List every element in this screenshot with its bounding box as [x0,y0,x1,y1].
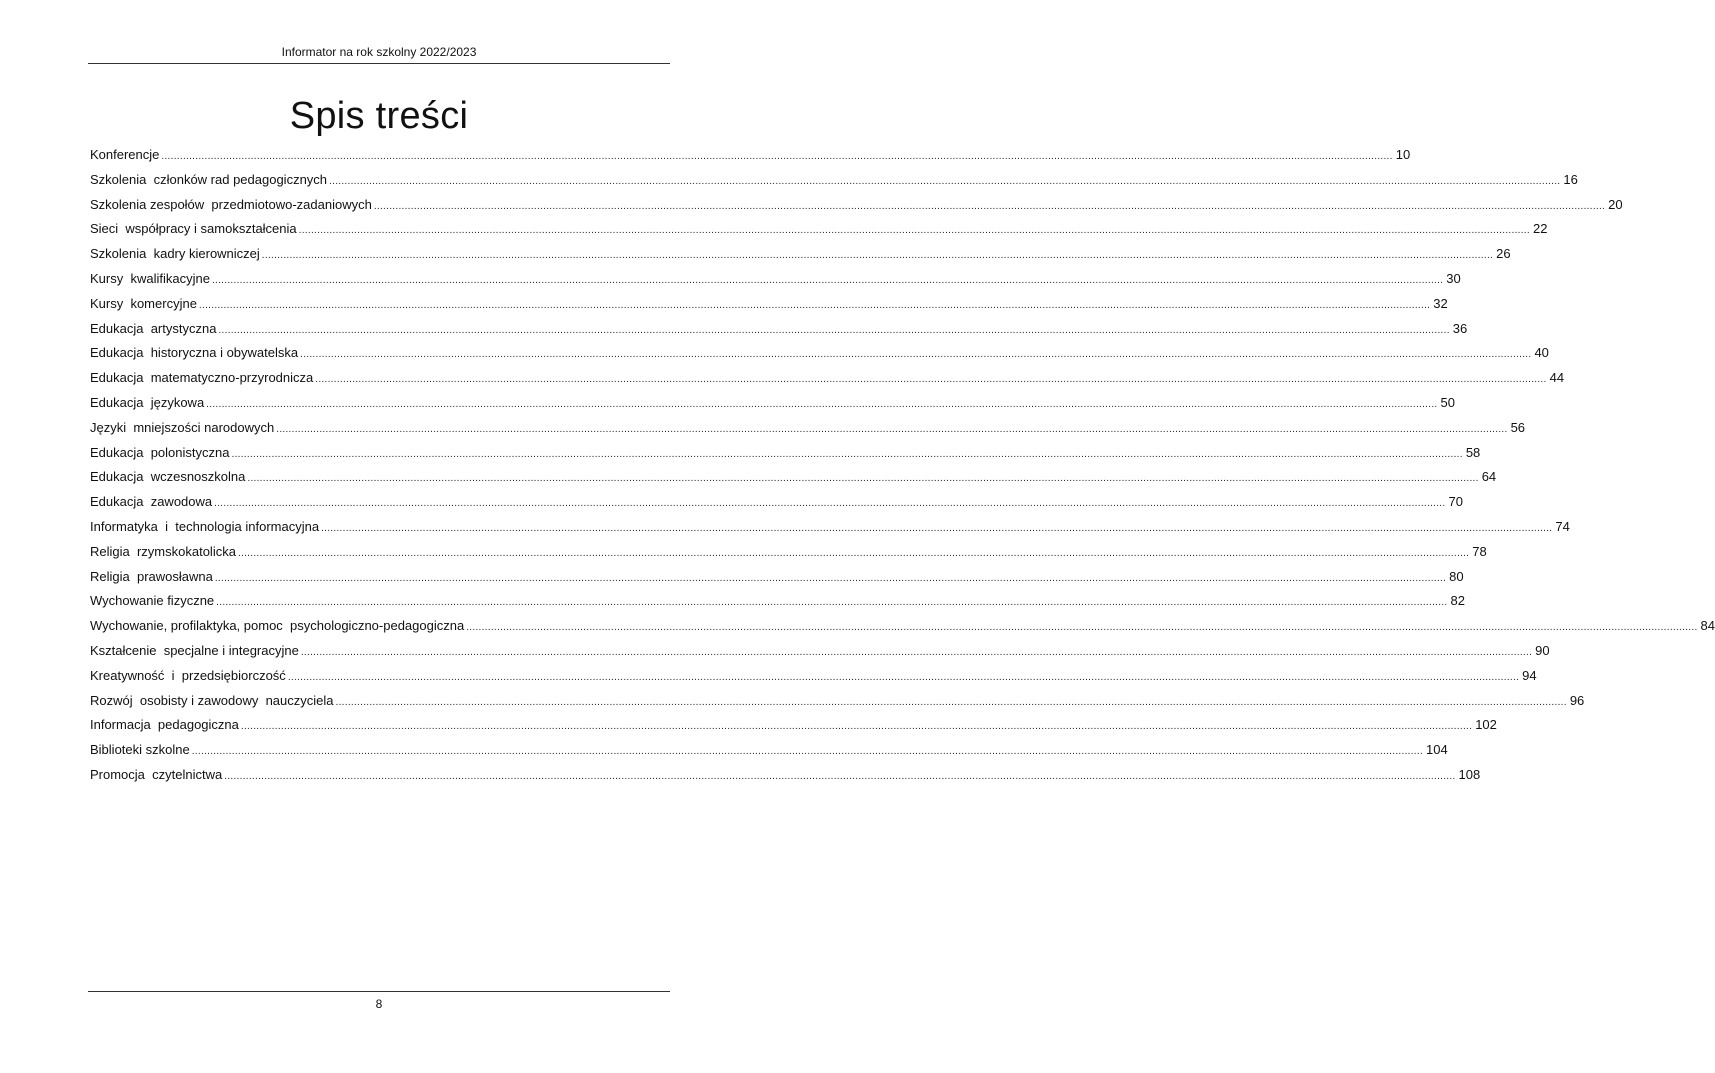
toc-entry-page: 10 [1395,147,1411,162]
toc-entry-title: Edukacja wczesnoszkolna [90,469,246,485]
toc-dot-leader: ................................................................................................................................................................................................................................................................................................................................................................................................................ [287,671,1520,683]
toc-dot-leader: ................................................................................................................................................................................................................................................................................................................................................................................................................ [335,696,1567,708]
toc-entry-title: Języki mniejszości narodowych [90,419,275,435]
toc-entry-title: Biblioteki szkolne [90,742,190,758]
toc-entry-title: Szkolenia zespołów przedmiotowo-zadaniowych [90,196,372,212]
toc-entry-page: 32 [1433,295,1448,311]
toc-dot-leader: ................................................................................................................................................................................................................................................................................................................................................................................................................ [300,646,1533,658]
toc-entry-page: 82 [1450,593,1465,609]
toc-entry-page: 20 [1608,196,1623,212]
toc-entry[interactable] [90,441,1481,466]
table-of-contents [90,143,1715,788]
toc-entry[interactable] [90,341,1549,366]
toc-entry-page: 78 [1472,543,1487,559]
toc-dot-leader: ................................................................................................................................................................................................................................................................................................................................................................................................................ [373,200,1606,212]
toc-entry-title: Edukacja zawodowa [90,494,213,510]
toc-entry-title: Edukacja językowa [90,394,205,410]
running-header [88,44,670,64]
toc-entry[interactable] [90,391,1455,416]
toc-entry-page: 44 [1549,370,1565,386]
toc-entry-page: 30 [1446,270,1461,286]
toc-entry[interactable] [90,540,1487,565]
toc-entry-title: Szkolenia członków rad pedagogicznych [90,171,328,187]
toc-entry-page: 40 [1534,345,1549,361]
toc-entry[interactable] [90,193,1623,218]
toc-entry[interactable] [90,490,1463,515]
toc-dot-leader: ................................................................................................................................................................................................................................................................................................................................................................................................................ [261,250,1494,262]
toc-entry-title: Edukacja historyczna i obywatelska [90,345,299,361]
page-title: Spis treści [289,95,469,137]
toc-dot-leader: ................................................................................................................................................................................................................................................................................................................................................................................................................ [298,225,1530,237]
toc-entry-title: Sieci współpracy i samokształcenia [90,221,297,237]
toc-entry-page: 104 [1426,742,1448,758]
toc-entry-page: 80 [1449,568,1464,584]
toc-entry-page: 84 [1700,618,1715,634]
toc-entry[interactable] [90,217,1548,242]
toc-entry[interactable] [90,515,1570,540]
toc-entry-page: 90 [1535,642,1550,658]
toc-entry[interactable] [90,242,1511,267]
toc-entry-title: Kursy kwalifikacyjne [90,270,210,286]
toc-entry[interactable] [90,416,1526,441]
toc-dot-leader: ................................................................................................................................................................................................................................................................................................................................................................................................................ [161,151,1393,162]
toc-entry-page: 70 [1448,494,1463,510]
toc-entry-page: 56 [1510,419,1526,435]
toc-entry-page: 64 [1481,469,1497,485]
toc-entry-page: 94 [1522,667,1537,683]
toc-dot-leader: ................................................................................................................................................................................................................................................................................................................................................................................................................ [218,324,1450,336]
toc-entry-title: Wychowanie fizyczne [90,593,215,609]
toc-entry-title: Religia rzymskokatolicka [90,543,236,559]
toc-entry[interactable] [90,267,1461,292]
toc-dot-leader: ................................................................................................................................................................................................................................................................................................................................................................................................................ [240,721,1473,733]
toc-entry-title: Edukacja polonistyczna [90,444,230,460]
toc-dot-leader: ................................................................................................................................................................................................................................................................................................................................................................................................................ [214,498,1446,510]
toc-entry[interactable] [90,664,1537,689]
toc-dot-leader: ................................................................................................................................................................................................................................................................................................................................................................................................................ [315,374,1547,386]
toc-dot-leader: ................................................................................................................................................................................................................................................................................................................................................................................................................ [191,746,1424,758]
toc-dot-leader: ................................................................................................................................................................................................................................................................................................................................................................................................................ [198,299,1431,311]
toc-entry-page: 26 [1496,246,1511,262]
toc-dot-leader: ................................................................................................................................................................................................................................................................................................................................................................................................................ [231,448,1463,460]
toc-entry-title: Wychowanie, profilaktyka, pomoc psychologiczno-pedagogiczna [90,618,465,634]
toc-entry[interactable] [90,689,1585,714]
toc-dot-leader: ................................................................................................................................................................................................................................................................................................................................................................................................................ [211,274,1444,286]
running-header-text: Informator na rok szkolny 2022/2023 [281,45,477,59]
toc-entry[interactable] [90,565,1464,590]
toc-entry-title: Religia prawosławna [90,568,213,584]
toc-dot-leader: ................................................................................................................................................................................................................................................................................................................................................................................................................ [216,597,1448,609]
toc-entry-title: Konferencje [90,147,160,162]
toc-entry-page: 36 [1452,320,1468,336]
toc-dot-leader: ................................................................................................................................................................................................................................................................................................................................................................................................................ [206,398,1438,410]
toc-entry-page: 102 [1475,717,1497,733]
toc-entry-title: Informacja pedagogiczna [90,717,239,733]
toc-entry[interactable] [90,639,1550,664]
toc-entry[interactable] [90,589,1465,614]
toc-entry-page: 58 [1465,444,1481,460]
toc-entry-title: Kształcenie specjalne i integracyjne [90,642,299,658]
toc-entry[interactable] [90,763,1481,788]
toc-entry-title: Szkolenia kadry kierowniczej [90,246,260,262]
toc-entry[interactable] [90,317,1468,342]
toc-entry[interactable] [90,614,1715,639]
toc-dot-leader: ................................................................................................................................................................................................................................................................................................................................................................................................................ [321,522,1553,534]
toc-entry[interactable] [90,713,1497,738]
toc-entry-page: 50 [1440,394,1455,410]
toc-entry-page: 22 [1532,221,1548,237]
toc-entry-title: Edukacja artystyczna [90,320,217,336]
toc-entry-title: Edukacja matematyczno-przyrodnicza [90,370,314,386]
toc-entry-page: 108 [1458,766,1481,782]
toc-entry[interactable] [90,465,1497,490]
toc-dot-leader: ................................................................................................................................................................................................................................................................................................................................................................................................................ [329,175,1561,187]
toc-entry-title: Rozwój osobisty i zawodowy nauczyciela [90,692,334,708]
toc-dot-leader: ................................................................................................................................................................................................................................................................................................................................................................................................................ [247,473,1479,485]
toc-dot-leader: ................................................................................................................................................................................................................................................................................................................................................................................................................ [214,572,1447,584]
toc-dot-leader: ................................................................................................................................................................................................................................................................................................................................................................................................................ [276,423,1508,435]
page-footer [88,991,670,1011]
toc-entry-page: 96 [1569,692,1585,708]
toc-dot-leader: ................................................................................................................................................................................................................................................................................................................................................................................................................ [224,770,1456,782]
toc-entry-title: Promocja czytelnictwa [90,766,223,782]
toc-entry-page: 74 [1555,518,1570,534]
toc-entry-title: Informatyka i technologia informacyjna [90,518,320,534]
page-number: 8 [375,997,383,1011]
toc-dot-leader: ................................................................................................................................................................................................................................................................................................................................................................................................................ [237,547,1470,559]
toc-entry-page: 16 [1563,171,1578,187]
toc-dot-leader: ................................................................................................................................................................................................................................................................................................................................................................................................................ [466,622,1698,634]
toc-entry[interactable] [90,738,1448,763]
toc-entry-title: Kursy komercyjne [90,295,197,311]
toc-entry-title: Kreatywność i przedsiębiorczość [90,667,286,683]
toc-entry[interactable] [90,168,1578,193]
toc-entry[interactable] [90,292,1448,317]
toc-dot-leader: ................................................................................................................................................................................................................................................................................................................................................................................................................ [300,349,1532,361]
toc-entry[interactable] [90,143,1411,168]
toc-entry[interactable] [90,366,1565,391]
